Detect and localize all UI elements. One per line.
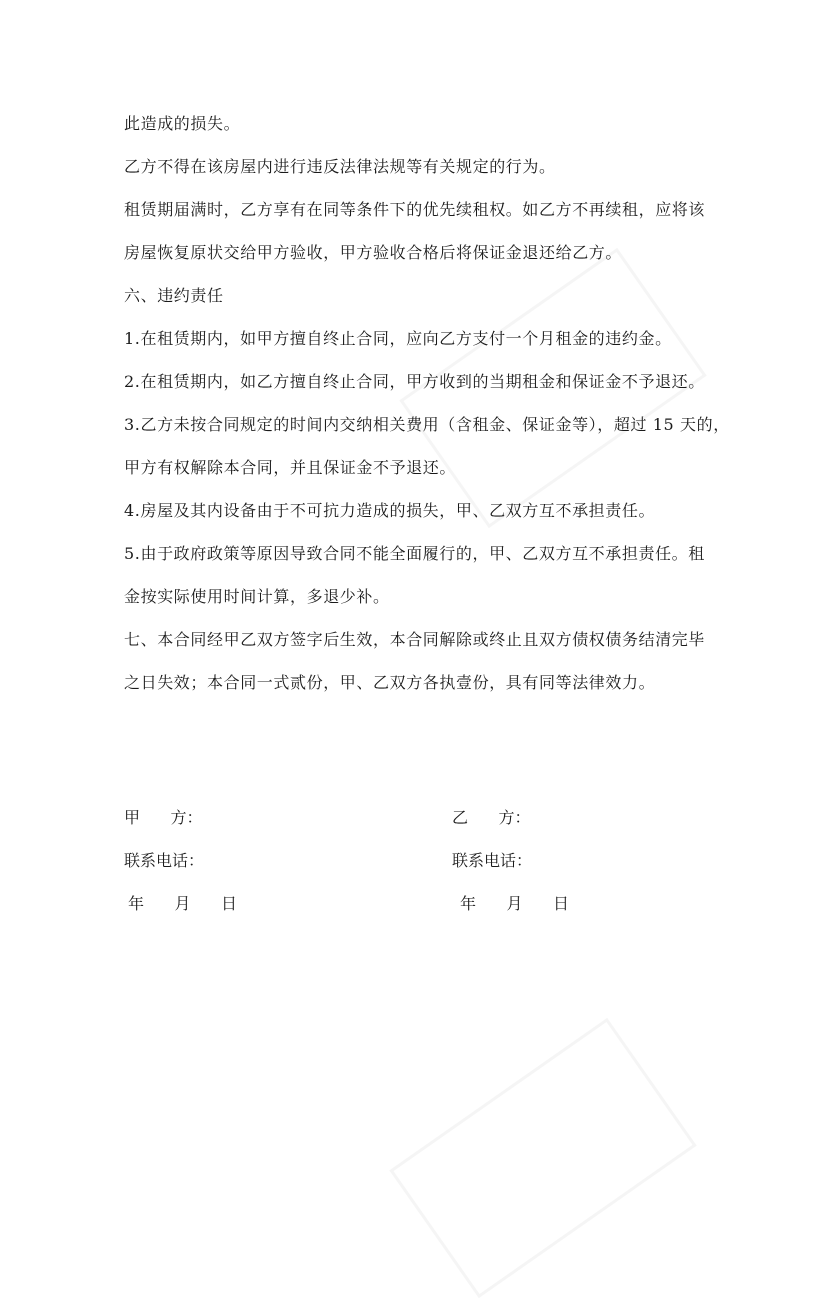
paragraph-line: 3.乙方未按合同规定的时间内交纳相关费用（含租金、保证金等），超过 15 天的，: [124, 415, 730, 434]
paragraph-line: 2.在租赁期内，如乙方擅自终止合同，甲方收到的当期租金和保证金不予退还。: [124, 372, 705, 391]
paragraph-line: 乙方不得在该房屋内进行违反法律法规等有关规定的行为。: [124, 157, 556, 176]
date-a-label: 年 月 日: [128, 894, 238, 913]
watermark-logo: [389, 1018, 696, 1298]
paragraph-line: 七、本合同经甲乙双方签字后生效，本合同解除或终止且双方债权债务结清完毕: [124, 630, 706, 649]
paragraph-line: 之日失效；本合同一式贰份，甲、乙双方各执壹份，具有同等法律效力。: [124, 673, 656, 692]
phone-a-label: 联系电话：: [124, 851, 205, 870]
paragraph-line: 4.房屋及其内设备由于不可抗力造成的损失，甲、乙双方互不承担责任。: [124, 501, 656, 520]
party-b-label: 乙 方：: [452, 808, 531, 827]
paragraph-line: 租赁期届满时，乙方享有在同等条件下的优先续租权。如乙方不再续租，应将该: [124, 200, 706, 219]
paragraph-line: 1.在租赁期内，如甲方擅自终止合同，应向乙方支付一个月租金的违约金。: [124, 329, 672, 348]
date-b-label: 年 月 日: [460, 894, 570, 913]
paragraph-line: 5.由于政府政策等原因导致合同不能全面履行的，甲、乙双方互不承担责任。租: [124, 544, 705, 563]
paragraph-line: 金按实际使用时间计算，多退少补。: [124, 587, 390, 606]
paragraph-line: 甲方有权解除本合同，并且保证金不予退还。: [124, 458, 457, 477]
paragraph-line: 房屋恢复原状交给甲方验收，甲方验收合格后将保证金退还给乙方。: [124, 243, 623, 262]
section-heading: 六、违约责任: [124, 286, 224, 305]
paragraph-line: 此造成的损失。: [124, 114, 241, 133]
phone-b-label: 联系电话：: [452, 851, 533, 870]
party-a-label: 甲 方：: [124, 808, 203, 827]
